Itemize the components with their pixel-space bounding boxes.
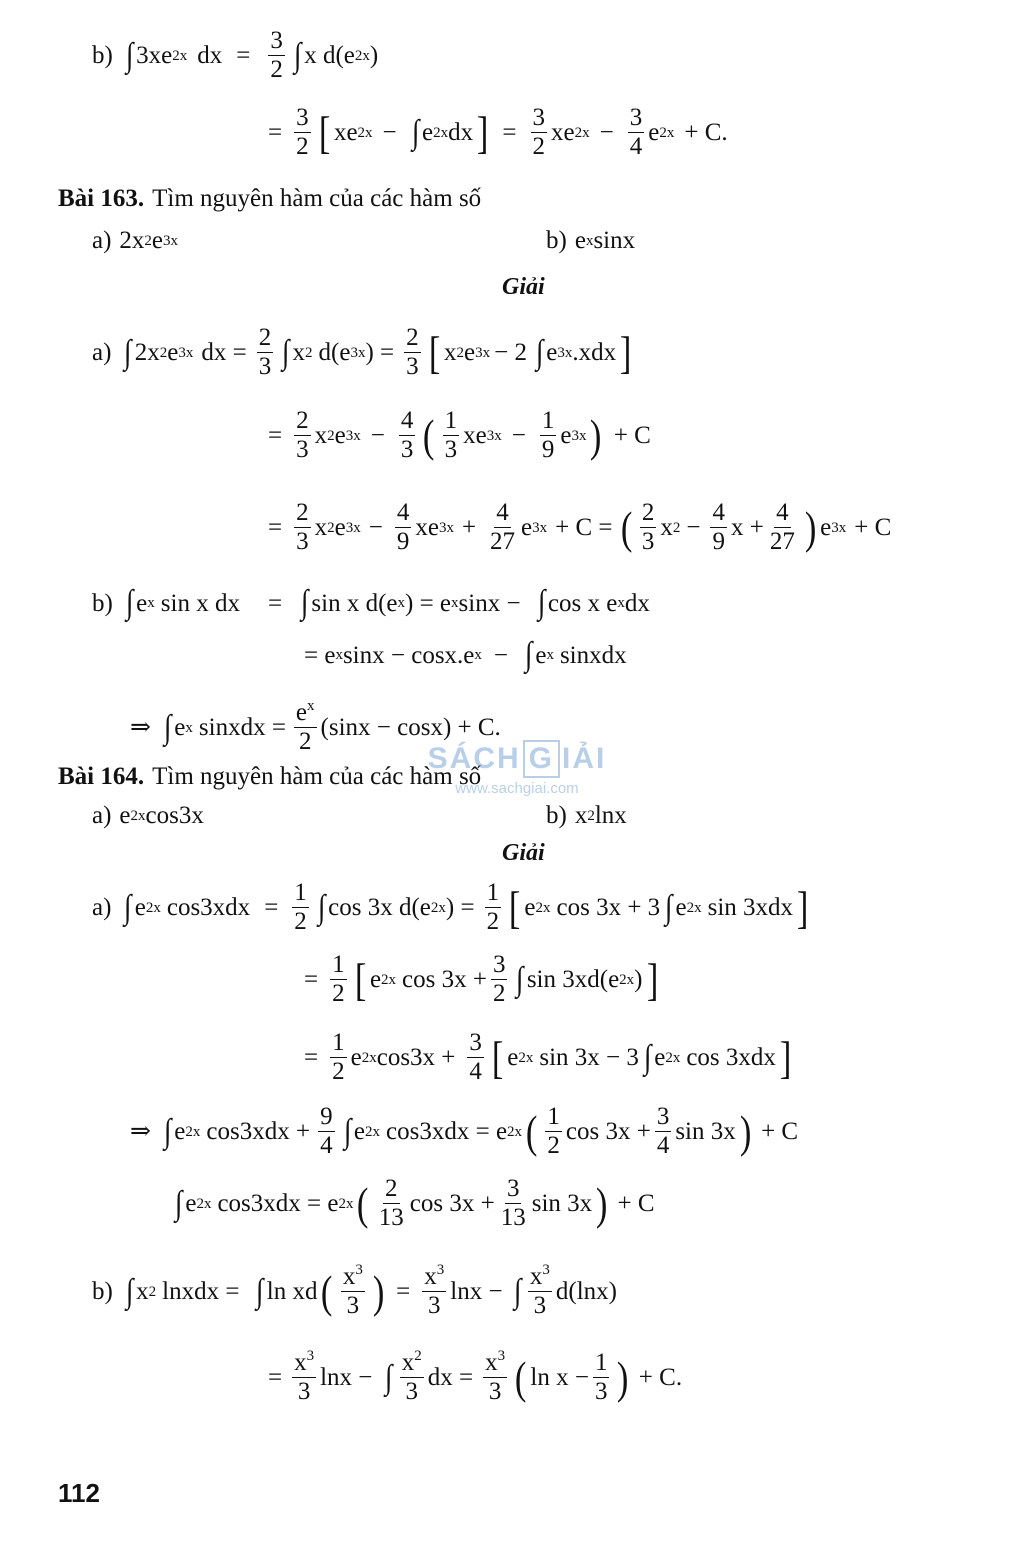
integral-icon: ∫ (124, 333, 132, 371)
prev-b-line-1: b) ∫ 3xe 2x dx = $\frac{3}{2}$ ∫ x d(e 2x ) (92, 27, 379, 84)
integral-icon: ∫ (125, 36, 134, 74)
bai-164-b-line-1: b) ∫ x 2 lnxdx = ∫ ln xd ( $\frac{x^3}{3}$ ) = $\frac{x^3}{3}$ lnx − ∫ $\frac{x^3}{3}$ d(lnx) (92, 1262, 617, 1320)
fraction: $\frac{1}{2}$ (294, 879, 307, 936)
exercise-prompt: Tìm nguyên hàm của các hàm số (152, 763, 482, 790)
fraction: $\frac{2}{3}$ (296, 499, 309, 556)
integral-icon: ∫ (643, 1038, 652, 1076)
fraction: $\frac{x^3}{3}$ (294, 1348, 315, 1406)
fraction: $\frac{3}{4}$ (469, 1029, 482, 1086)
integral-icon: ∫ (665, 888, 673, 926)
fraction: $\frac{4}{27}$ (490, 499, 516, 556)
fraction: $\frac{4}{9}$ (396, 499, 410, 556)
solution-heading: Giải (502, 840, 545, 866)
bai-163-a-line-3: = $\frac{2}{3}$ x 2 e 3x − $\frac{4}{9}$ xe 3x + $\frac{4}{27}$ e 3x + C = ( $\frac{2}{3}$ x 2 − $\frac{4}{9}$ x + $\frac{4}{27}$ ) e 3x + C (268, 499, 892, 556)
bai-164-a-line-5: ∫ e 2x cos3xdx = e 2x ( $\frac{2}{13}$ cos 3x + $\frac{3}{13}$ sin 3x ) + C (174, 1175, 655, 1232)
bai-164-b-line-2: = $\frac{x^3}{3}$ lnx − ∫ $\frac{x^2}{3}$ dx = $\frac{x^3}{3}$ ( ln x − $\frac{1}{3}$ ) + C. (268, 1348, 683, 1406)
fraction: $\frac{1}{3}$ (444, 407, 458, 464)
fraction: $\frac{2}{3}$ (641, 499, 655, 556)
solution-heading: Giải (502, 274, 545, 300)
bai-163-part-b: b) e x sinx (546, 227, 636, 254)
integral-icon: ∫ (343, 1112, 351, 1150)
integral-icon: ∫ (125, 584, 134, 621)
implies-arrow-icon: ⇒ (130, 1118, 151, 1146)
bai-163-b-line-2: = e x sinx − cosx.e x − ∫ e x sinxdx (304, 636, 627, 673)
fraction: $\frac{e^x}{2}$ (295, 698, 315, 756)
bai-163-part-a: a) 2x 2 e 3x (92, 227, 179, 254)
integral-icon: ∫ (411, 113, 420, 151)
fraction: $\frac{x^3}{3}$ (424, 1262, 445, 1320)
fraction: $\frac{3}{4}$ (629, 104, 643, 161)
bai-164-part-a: a) e 2x cos3x (92, 802, 204, 829)
bai-164-a-line-4: ⇒ ∫ e 2x cos3xdx + $\frac{9}{4}$ ∫ e 2x cos3xdx = e 2x ( $\frac{1}{2}$ cos 3x + $\frac{3}{4}$ sin 3x ) + C (130, 1103, 799, 1160)
exercise-prompt: Tìm nguyên hàm của các hàm số (152, 185, 482, 212)
integral-icon: ∫ (537, 584, 545, 621)
bai-163-a-line-2: = $\frac{2}{3}$ x 2 e 3x − $\frac{4}{3}$ ( $\frac{1}{3}$ xe 3x − $\frac{1}{9}$ e 3x ) + C (268, 407, 651, 464)
integral-icon: ∫ (174, 1184, 183, 1222)
fraction: $\frac{1}{2}$ (332, 1029, 345, 1086)
fraction: $\frac{x^2}{3}$ (401, 1348, 422, 1406)
bai-164-a-line-3: = $\frac{1}{2}$ e 2x cos3x + $\frac{3}{4}$ [ e 2x sin 3x − 3 ∫ e 2x cos 3xdx ] (304, 1029, 792, 1086)
fraction: $\frac{3}{2}$ (270, 27, 283, 84)
fraction: $\frac{1}{9}$ (541, 407, 555, 464)
fraction: $\frac{9}{4}$ (320, 1103, 333, 1160)
bai-164-a-line-1: a) ∫ e 2x cos3xdx = $\frac{1}{2}$ ∫ cos 3x d(e 2x ) = $\frac{1}{2}$ [ e 2x cos 3x + 3 ∫ e 2x sin 3xdx ] (92, 879, 809, 936)
integral-icon: ∫ (163, 1112, 172, 1150)
fraction: $\frac{1}{2}$ (332, 951, 345, 1008)
fraction: $\frac{4}{27}$ (769, 499, 795, 556)
watermark-logo: SÁCH G IẢI (412, 740, 622, 778)
integral-icon: ∫ (163, 708, 172, 746)
integral-icon: ∫ (256, 1272, 264, 1310)
integral-icon: ∫ (535, 333, 544, 371)
integral-icon: ∫ (300, 584, 309, 621)
integral-icon: ∫ (513, 1272, 521, 1310)
page-number: 112 (58, 1478, 100, 1508)
fraction: $\frac{3}{13}$ (500, 1175, 526, 1232)
prev-b-line-2: = $\frac{3}{2}$ [ xe 2x − ∫ e 2x dx ] = $\frac{3}{2}$ xe 2x − $\frac{3}{4}$ e 2x + C. (268, 104, 728, 161)
fraction: $\frac{2}{3}$ (406, 324, 419, 381)
fraction: $\frac{1}{2}$ (547, 1103, 560, 1160)
fraction: $\frac{1}{3}$ (594, 1349, 608, 1406)
fraction: $\frac{1}{2}$ (486, 879, 500, 936)
bai-163-b-line-1: b) ∫ e x sin x dx = ∫ sin x d(e x ) = e x sinx − ∫ cos x e x dx (92, 584, 650, 621)
fraction: $\frac{2}{13}$ (378, 1175, 404, 1232)
watermark (412, 740, 622, 797)
integral-icon: ∫ (293, 36, 302, 74)
fraction: $\frac{3}{4}$ (656, 1103, 670, 1160)
integral-icon: ∫ (124, 888, 132, 926)
bai-163-b-line-3: ⇒ ∫ e x sinxdx = $\frac{e^x}{2}$ (sinx − cosx) + C. (130, 698, 501, 756)
exercise-title: Bài 163. (58, 185, 145, 212)
watermark-url: www.sachgiai.com (455, 780, 579, 797)
integral-icon: ∫ (516, 960, 524, 998)
integral-icon: ∫ (125, 1272, 134, 1310)
bai-164-part-b: b) x 2 lnx (546, 802, 627, 829)
fraction: $\frac{3}{2}$ (296, 104, 309, 161)
fraction: $\frac{x^3}{3}$ (342, 1262, 363, 1320)
item-label: b) (92, 42, 113, 70)
integral-icon: ∫ (524, 636, 533, 673)
fraction: $\frac{x^3}{3}$ (485, 1348, 506, 1406)
fraction: $\frac{3}{2}$ (532, 104, 546, 161)
bai-163-heading (58, 186, 481, 211)
fraction: $\frac{2}{3}$ (296, 407, 309, 464)
integral-icon: ∫ (282, 333, 290, 371)
bai-164-a-line-2: = $\frac{1}{2}$ [ e 2x cos 3x + $\frac{3}{2}$ ∫ sin 3xd(e 2x ) ] (304, 951, 658, 1008)
fraction: $\frac{2}{3}$ (258, 324, 272, 381)
integral-icon: ∫ (385, 1358, 393, 1396)
fraction: $\frac{4}{9}$ (712, 499, 725, 556)
bai-163-a-line-1: a) ∫ 2x 2 e 3x dx = $\frac{2}{3}$ ∫ x 2 d(e 3x ) = $\frac{2}{3}$ [ x 2 e 3x − 2 ∫ e 3x .xdx ] (92, 324, 632, 381)
exercise-title: Bài 164. (58, 763, 145, 790)
integral-icon: ∫ (317, 888, 326, 926)
fraction: $\frac{4}{3}$ (400, 407, 414, 464)
implies-arrow-icon: ⇒ (130, 714, 151, 742)
fraction: $\frac{3}{2}$ (492, 951, 506, 1008)
fraction: $\frac{x^3}{3}$ (529, 1262, 550, 1320)
